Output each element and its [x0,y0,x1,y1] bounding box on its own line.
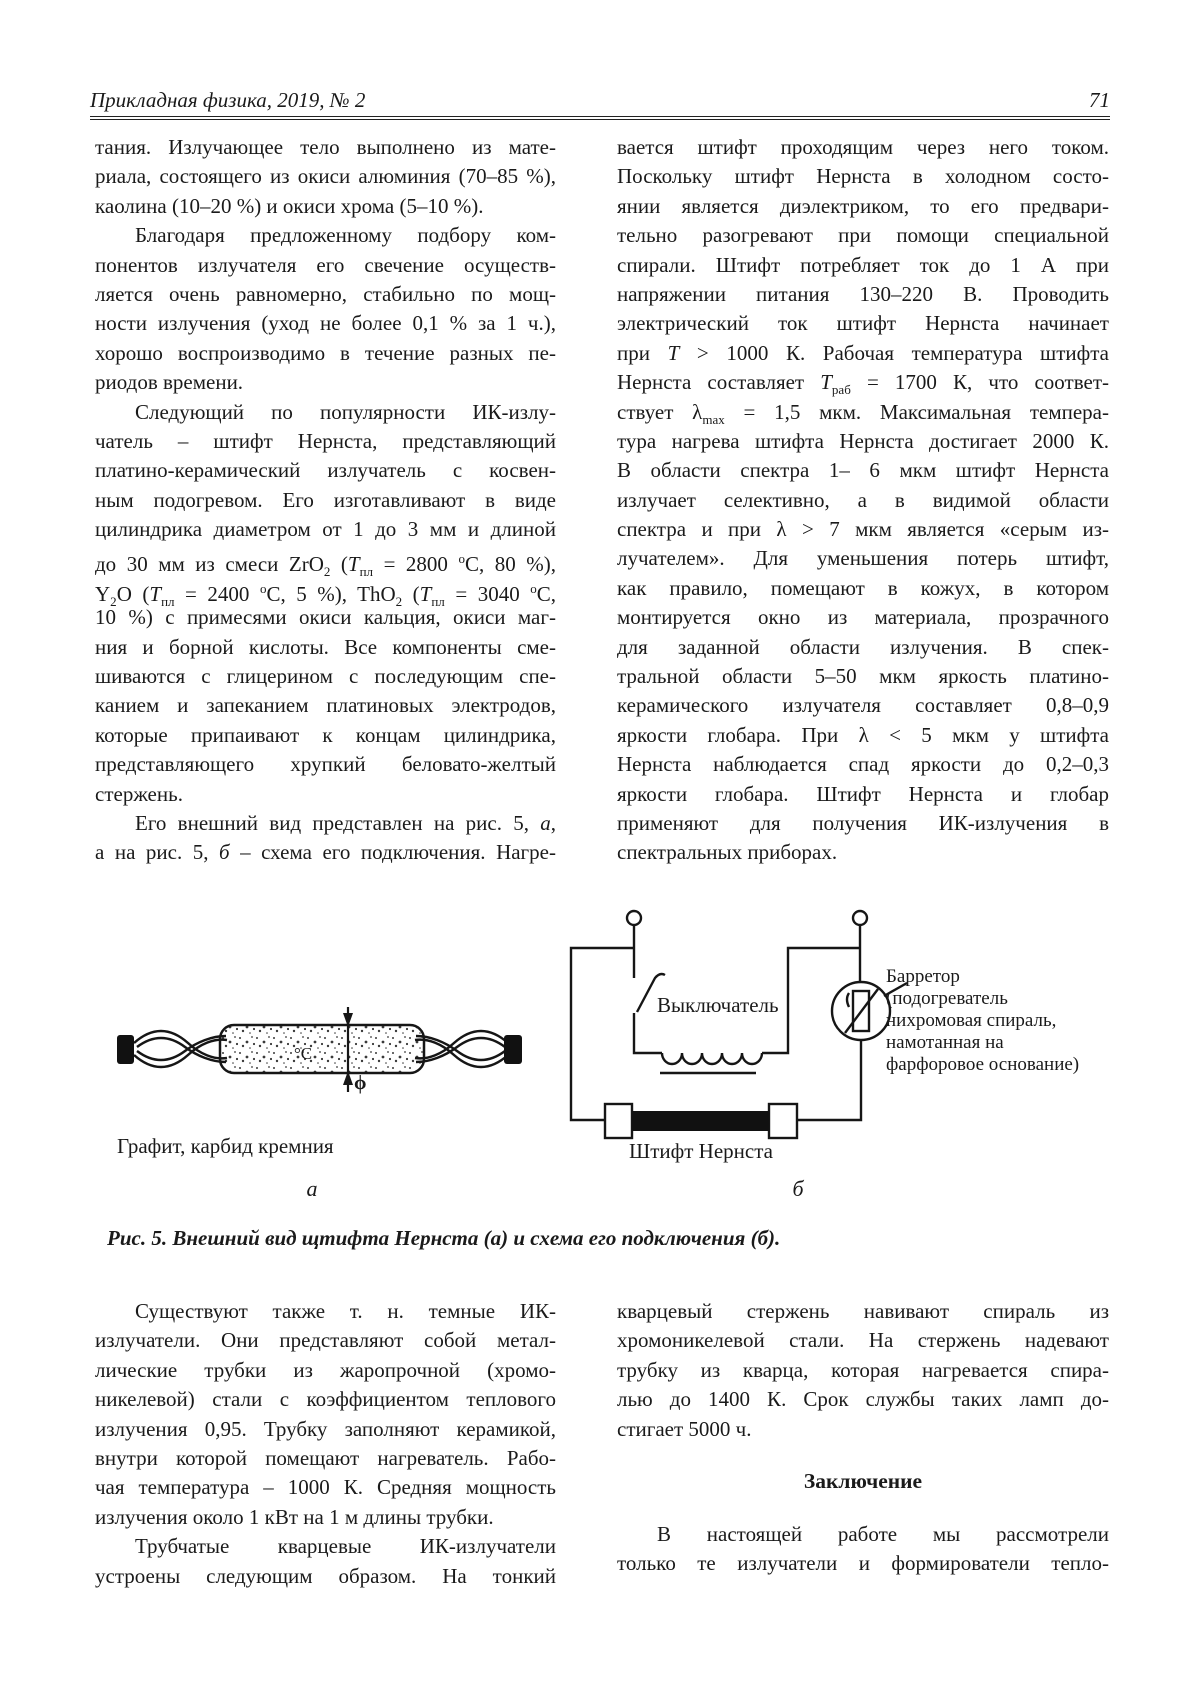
text-line: Трубчатые кварцевые ИК-излучатели [135,1534,556,1559]
text-line: тура нагрева штифта Нернста достигает 2000 К. [617,428,1109,453]
text-line: при T > 1000 К. Рабочая температура штифта [617,340,1109,365]
ceramic-rod [220,1025,424,1073]
text-line: лью до 1400 К. Срок службы таких ламп до- [617,1387,1109,1412]
figure-caption: Рис. 5. Внешний вид щтифта Нернста (а) и схема его подключения (б). [107,1226,781,1250]
text-line: лучателем». Для уменьшения потерь штифт, [617,546,1109,571]
text-line: чатель – штифт Нернста, представляющий [95,428,556,453]
text-line: керамического излучателя составляет 0,8–0,9 [617,693,1109,718]
text-line: 10 %) с примесями окиси кальция, окиси маг- [95,605,556,630]
text-line: тральной области 5–50 мкм яркость платино- [617,664,1109,689]
text-line: каолина (10–20 %) и окиси хрома (5–10 %). [95,193,484,218]
text-line: Нернста составляет $T_{раб} = 1700$ К, что соответ- [617,370,1109,398]
text-line: для заданной области излучения. В спек- [617,634,1109,659]
pin-holder-right [769,1104,797,1138]
diameter-symbol: ϕ [354,1072,367,1094]
text-line: Барретор [886,966,960,987]
text-line: яркости глобара. При λ < 5 мкм у штифта [617,722,1109,747]
text-line: $Y_2O$ ($T_{пл} = 2400$ $^о$С, 5 %), ThO$_2$ ($T_{пл} = 3040$ $^о$С, [95,580,556,610]
text-line: напряжении питания 130–220 В. Проводить [617,281,1109,306]
text-line: риала, состоящего из окиси алюминия (70–85 %), [95,164,556,189]
nernst-pin-bar [632,1111,769,1131]
text-line: как правило, помещают в кожух, в котором [617,575,1109,600]
column-top-right [617,133,1109,868]
column-bottom-right [617,1297,1109,1617]
text-line: Следующий по популярности ИК-излу- [135,399,556,424]
text-line: электрический ток штифт Нернста начинает [617,311,1109,336]
wire-left-branch [571,948,634,1120]
text-line: которые припаивают к концам цилиндрика, [95,722,556,747]
nernst-glower-drawing [117,1007,522,1092]
rod-temp-label: °С [294,1044,313,1063]
figure-letter-b: б [792,1176,804,1201]
text-line: шиваются с глицерином с последующим спе- [95,664,556,689]
text-line: применяют для получения ИК-излучения в [617,810,1109,835]
text-line: ляется очень равномерно, стабильно по мощ- [95,281,556,306]
text-line: чая температура – 1000 К. Средняя мощность [95,1475,556,1500]
text-line: янии является диэлектриком, то его предвари- [617,193,1109,218]
text-line: канием и запеканием платиновых электродов, [95,693,556,718]
text-line: только те излучатели и формирователи тепло- [617,1551,1109,1576]
nernst-pin-label: Штифт Нернста [629,1139,773,1163]
text-line: лические трубки из жаропрочной (хромо- [95,1357,556,1382]
text-line: фарфоровое основание) [886,1054,1080,1075]
running-title: Прикладная физика, 2019, № 2 [90,88,366,112]
text-line: кварцевый стержень навивают спираль из [617,1299,1109,1323]
text-line: Поскольку штифт Нернста в холодном состо- [617,164,1109,189]
text-line: стержень. [95,781,183,806]
text-line: спектра и при λ > 7 мкм является «серым из- [617,517,1109,542]
text-line: излучения 0,95. Трубку заполняют керамикой, [95,1416,556,1441]
header-rule [90,116,1110,120]
text-line: платино-керамический излучатель с косвен- [95,458,556,483]
text-line: ности излучения (уход не более 0,1 % за 1 ч.), [95,311,556,336]
barretter-label [886,966,1116,1076]
text-line: Благодаря предложенному подбору ком- [135,223,556,248]
text-line: монтируется окно из материала, прозрачного [617,605,1109,630]
text-line: хорошо воспроизводимо в течение разных пе- [95,340,556,365]
lead-wires-right [415,1031,508,1067]
column-top-left [95,133,556,868]
text-line: тельно разогревают при помощи специальной [617,223,1109,248]
end-cap-right [504,1035,522,1064]
text-line: хромоникелевой стали. На стержень надевают [617,1328,1109,1353]
text-line: излучения около 1 кВт на 1 м длины трубки. [95,1504,494,1529]
text-line: до 30 мм из смеси ZrO$_2$ ($T_{пл} = 2800$ $^о$С, 80 %), [95,551,556,580]
lead-wires-left [134,1031,227,1067]
text-line: понентов излучателя его свечение осуществ- [95,252,556,277]
text-line: спирали. Штифт потребляет ток до 1 А при [617,252,1109,277]
conclusion-heading: Заключение [803,1469,923,1493]
text-line: а на рис. 5, б – схема его подключения. Нагре- [95,840,556,865]
text-line: стигает 5000 ч. [617,1416,752,1441]
text-line: излучает селективно, а в видимой области [617,487,1109,512]
page-number: 71 [1089,88,1110,112]
circuit-diagram [571,911,907,1138]
text-line: представляющего хрупкий беловато-желтый [95,752,556,777]
text-line: излучатели. Они представляют собой метал- [95,1328,556,1353]
text-line: нихромовая спираль, [886,1010,1057,1031]
text-line: трубку из кварца, которая нагревается спира- [617,1357,1109,1382]
text-line: Существуют также т. н. темные ИК- [135,1299,556,1323]
pin-holder-left [605,1104,632,1138]
material-label: Графит, карбид кремния [117,1134,334,1158]
text-line: тания. Излучающее тело выполнено из мате- [95,135,556,159]
text-line: намотанная на [886,1032,1004,1053]
figure-letter-a: а [306,1176,318,1201]
text-line: В настоящей работе мы рассмотрели [657,1522,1109,1546]
wire-switch-to-coil [634,1013,662,1053]
bottom-right-paragraph-2 [617,1520,1109,1579]
text-line: ствует $\lambda_{max} = 1,5$ мкм. Максимальная темпера- [617,399,1109,427]
page-header [90,88,1110,113]
text-line: Нернста наблюдается спад яркости до 0,2–0,3 [617,752,1109,777]
text-line: (подогреватель [886,988,1008,1009]
text-line: ным подогревом. Его изготавливают в виде [95,487,556,512]
terminal-right [853,911,867,925]
text-line: ния и борной кислоты. Все компоненты сме- [95,634,556,659]
text-line: яркости глобара. Штифт Нернста и глобар [617,781,1109,806]
end-cap-left [117,1035,134,1064]
text-line: спектральных приборах. [617,840,838,865]
text-line: цилиндрика диаметром от 1 до 3 мм и длиной [95,517,556,542]
text-line: внутри которой помещают нагреватель. Рабо- [95,1445,556,1470]
heater-coil [662,1053,762,1064]
bottom-right-paragraph-1 [617,1297,1109,1444]
column-bottom-left [95,1297,556,1591]
text-line: никелевой) стали с коэффициентом теплового [95,1387,556,1412]
wire-barretter-to-pin [797,1040,861,1120]
terminal-left [627,911,641,925]
text-line: устроены следующим образом. На тонкий [95,1563,556,1588]
text-line: В области спектра 1– 6 мкм штифт Нернста [617,458,1109,483]
text-line: риодов времени. [95,370,244,395]
switch-label: Выключатель [657,993,779,1017]
text-line: Его внешний вид представлен на рис. 5, а, [135,810,556,835]
text-line: вается штифт проходящим через него током. [617,135,1109,159]
